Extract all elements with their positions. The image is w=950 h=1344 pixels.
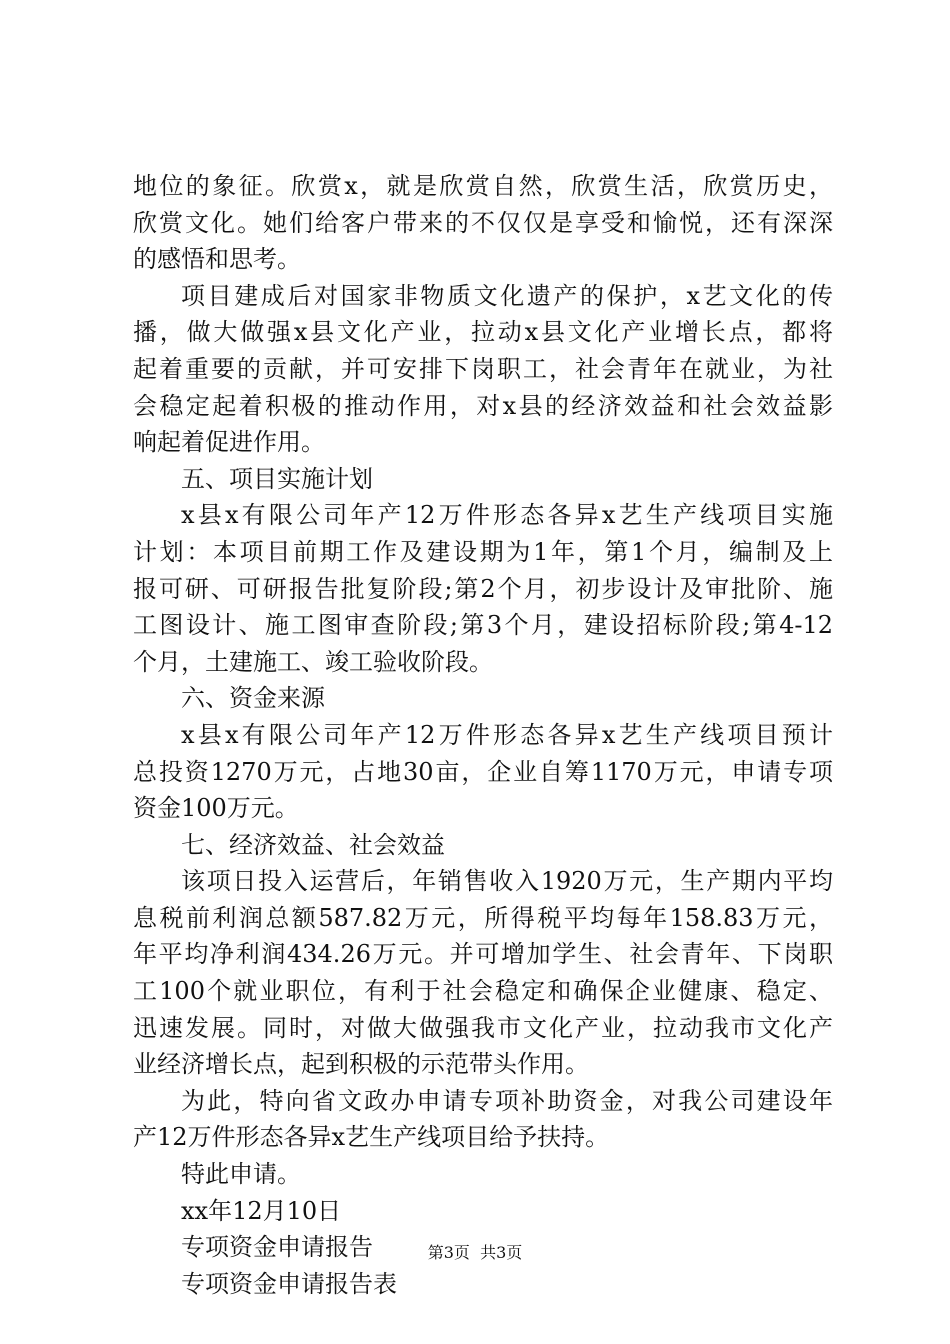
section-heading-implementation-plan: 五、项目实施计划 <box>181 464 373 493</box>
paragraph-benefits <box>133 863 833 1083</box>
section-heading-benefits: 七、经济效益、社会效益 <box>181 830 445 859</box>
paragraph-implementation-plan <box>133 497 833 680</box>
paragraph-funding-source <box>133 717 833 827</box>
paragraph-request <box>133 1083 833 1156</box>
text-line: 工100个就业职位，有利于社会稳定和确保企业健康、稳定、 <box>133 977 833 1006</box>
text-line: 资金100万元。 <box>133 794 299 823</box>
document-body <box>133 168 833 1302</box>
text-line: x县x有限公司年产12万件形态各异x艺生产线项目预计 <box>181 720 833 749</box>
text-line: 业经济增长点，起到积极的示范带头作用。 <box>133 1050 589 1079</box>
text-line: 报可研、可研报告批复阶段;第2个月，初步设计及审批阶、施 <box>133 574 833 603</box>
text-line: 息税前利润总额587.82万元，所得税平均每年158.83万元， <box>133 903 833 932</box>
closing-remark: 特此申请。 <box>181 1160 301 1189</box>
text-line: 产12万件形态各异x艺生产线项目给予扶持。 <box>133 1123 610 1152</box>
text-line: 起着重要的贡献，并可安排下岗职工，社会青年在就业，为社 <box>133 354 833 383</box>
text-line: 年平均净利润434.26万元。并可增加学生、社会青年、下岗职 <box>133 940 833 969</box>
text-line: 欣赏文化。她们给客户带来的不仅仅是享受和愉悦，还有深深 <box>133 208 833 237</box>
text-line: 个月，土建施工、竣工验收阶段。 <box>133 647 493 676</box>
paragraph-appreciation <box>133 168 833 278</box>
text-line: 地位的象征。欣赏x，就是欣赏自然，欣赏生活，欣赏历史， <box>133 172 833 200</box>
document-title-table: 专项资金申请报告表 <box>181 1269 397 1298</box>
section-heading-funding-source: 六、资金来源 <box>181 684 325 713</box>
document-date: xx年12月10日 <box>181 1196 342 1225</box>
text-line: 的感悟和思考。 <box>133 245 301 274</box>
document-title: 专项资金申请报告 <box>181 1233 373 1262</box>
text-line: 计划：本项目前期工作及建设期为1年，第1个月，编制及上 <box>133 537 833 566</box>
text-line: 项目建成后对国家非物质文化遗产的保护，x艺文化的传 <box>181 281 833 310</box>
text-line: 播，做大做强x县文化产业，拉动x县文化产业增长点，都将 <box>133 318 833 347</box>
text-line: 为此，特向省文政办申请专项补助资金，对我公司建设年 <box>181 1086 833 1115</box>
text-line: 会稳定起着积极的推动作用，对x县的经济效益和社会效益影 <box>133 391 833 420</box>
text-line: 响起着促进作用。 <box>133 428 325 457</box>
paragraph-project-impact <box>133 278 833 461</box>
text-line: 总投资1270万元，占地30亩，企业自筹1170万元，申请专项 <box>133 757 833 786</box>
page-number-footer: 第3页 共3页 <box>427 1243 523 1262</box>
text-line: 工图设计、施工图审查阶段;第3个月，建设招标阶段;第4-12 <box>133 611 833 640</box>
text-line: 迅速发展。同时，对做大做强我市文化产业，拉动我市文化产 <box>133 1013 833 1042</box>
text-line: x县x有限公司年产12万件形态各异x艺生产线项目实施 <box>181 501 833 530</box>
text-line: 该项日投入运营后，年销售收入1920万元，生产期内平均 <box>181 867 833 896</box>
